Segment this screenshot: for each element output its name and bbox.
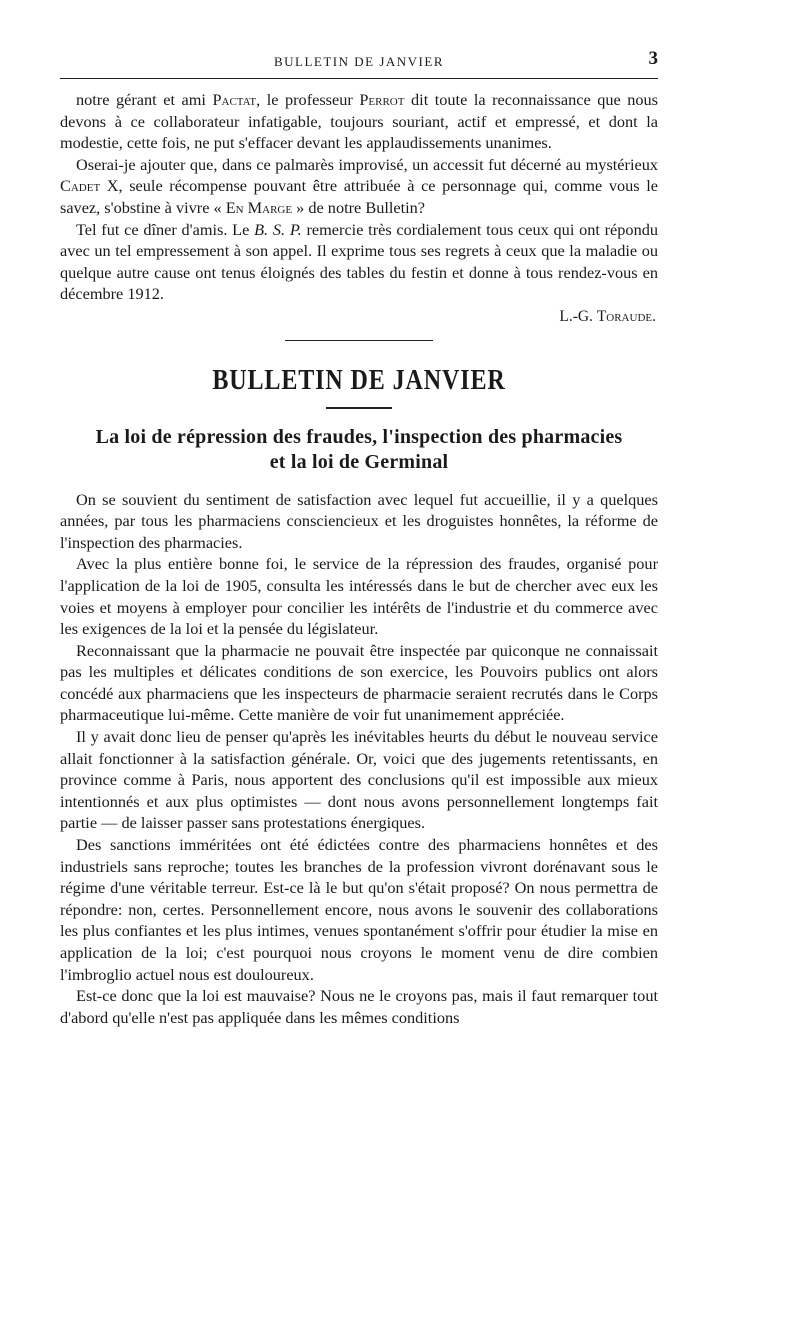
running-head-title: BULLETIN DE JANVIER <box>273 54 445 69</box>
article-paragraph: Est-ce donc que la loi est mauvaise? Nous ne le croyons pas, mais il faut remarquer tout d'abord qu'elle n'est pas appliquée dans les mêmes conditions <box>60 986 658 1027</box>
intro-paragraph-2: Oserai-je ajouter que, dans ce palmarès improvisé, un accessit fut décerné au mystérieux Cadet X, seule récompense pouvant être attribuée à ce personnage qui, comme vous le savez, s'obstine à vivre « En Marge » de notre Bulletin? <box>60 154 658 217</box>
article-paragraph: Il y avait donc lieu de penser qu'après les inévitables heurts du début le nouveau service allait fonctionner à la satisfaction générale. Or, voici que des jugements retentissants, en province comme à Paris, nous apportent des conclusions qu'il est impossible aux mieux intentionnés et aux plus optimistes — dont nous avons personnellement longtemps fait partie — de laisser passer sans protestations énergiques. <box>60 727 658 833</box>
intro-paragraph-3: Tel fut ce dîner d'amis. Le B. S. P. remercie très cordialement tous ceux qui ont répondu avec un tel empressement à son appel. Il exprime tous ses regrets à ceux que la maladie ou quelque autre cause ont tenus éloignés des tables du festin et donne à tous rendez-vous en décembre 1912. <box>60 219 658 304</box>
article-title-line-2: et la loi de Germinal <box>269 450 449 473</box>
page-number: 3 <box>648 48 658 69</box>
name-perrot: Perrot <box>359 90 405 109</box>
section-title-rule <box>326 407 392 409</box>
document-page <box>60 48 658 1028</box>
name-cadet: Cadet <box>60 176 101 196</box>
article-title-line-1: La loi de répression des fraudes, l'inspection des pharmacies <box>95 425 623 448</box>
name-pactat: Pactat <box>212 90 257 109</box>
running-head <box>60 48 658 74</box>
article-paragraph: Des sanctions imméritées ont été édictées contre des pharmaciens honnêtes et des industriels sans reproche; toutes les branches de la profession vivront dorénavant sous le régime d'une véritable terreur. Est-ce là le but qu'on s'était proposé? On nous permettra de répondre: non, certes. Personnellement encore, nous avons le souvenir des collaborations les plus confiantes et les plus intimes, venues spontanément s'offrir pour étudier la mise en application de la loi; c'est pourquoi nous croyons le moment venu de dire combien l'imbroglio actuel nous est douloureux. <box>60 835 658 984</box>
article-paragraph: Avec la plus entière bonne foi, le service de la répression des fraudes, organisé pour l'application de la loi de 1905, consulta les intéressés dans le but de chercher avec eux les voies et moyens à employer pour concilier les intérêts de l'industrie et du commerce avec les exigences de la loi et la pensée du législateur. <box>60 554 658 639</box>
signature-name: Toraude. <box>596 307 656 325</box>
article-paragraph: Reconnaissant que la pharmacie ne pouvait être inspectée par quiconque ne connaissait pas les multiples et délicates conditions de son exercice, les Pouvoirs publics ont alors concédé aux pharmaciens que les inspecteurs de pharmacie seraient recrutés dans le Corps pharmaceutique lui-même. Cette manière de voir fut unanimement appréciée. <box>60 640 658 725</box>
section-separator <box>285 340 433 341</box>
article-paragraph: On se souvient du sentiment de satisfaction avec lequel fut accueillie, il y a quelques années, par tous les pharmaciens consciencieux et les droguistes honnêtes, la réforme de l'inspection des pharmacies. <box>60 489 658 552</box>
header-rule <box>60 78 658 79</box>
article-title <box>60 425 658 475</box>
section-title: BULLETIN DE JANVIER <box>212 364 506 396</box>
rubric-en-marge: En Marge <box>225 197 293 217</box>
signature: L.-G. Toraude. <box>559 307 656 325</box>
bsp-abbreviation: B. S. P. <box>254 219 302 239</box>
intro-paragraph-1: notre gérant et ami Pactat, le professeur Perrot dit toute la reconnaissance que nous devons à ce collaborateur infatigable, toujours souriant, actif et empressé, et dont la modestie, cette fois, ne put s'effacer devant les applaudissements unanimes. <box>60 90 659 153</box>
